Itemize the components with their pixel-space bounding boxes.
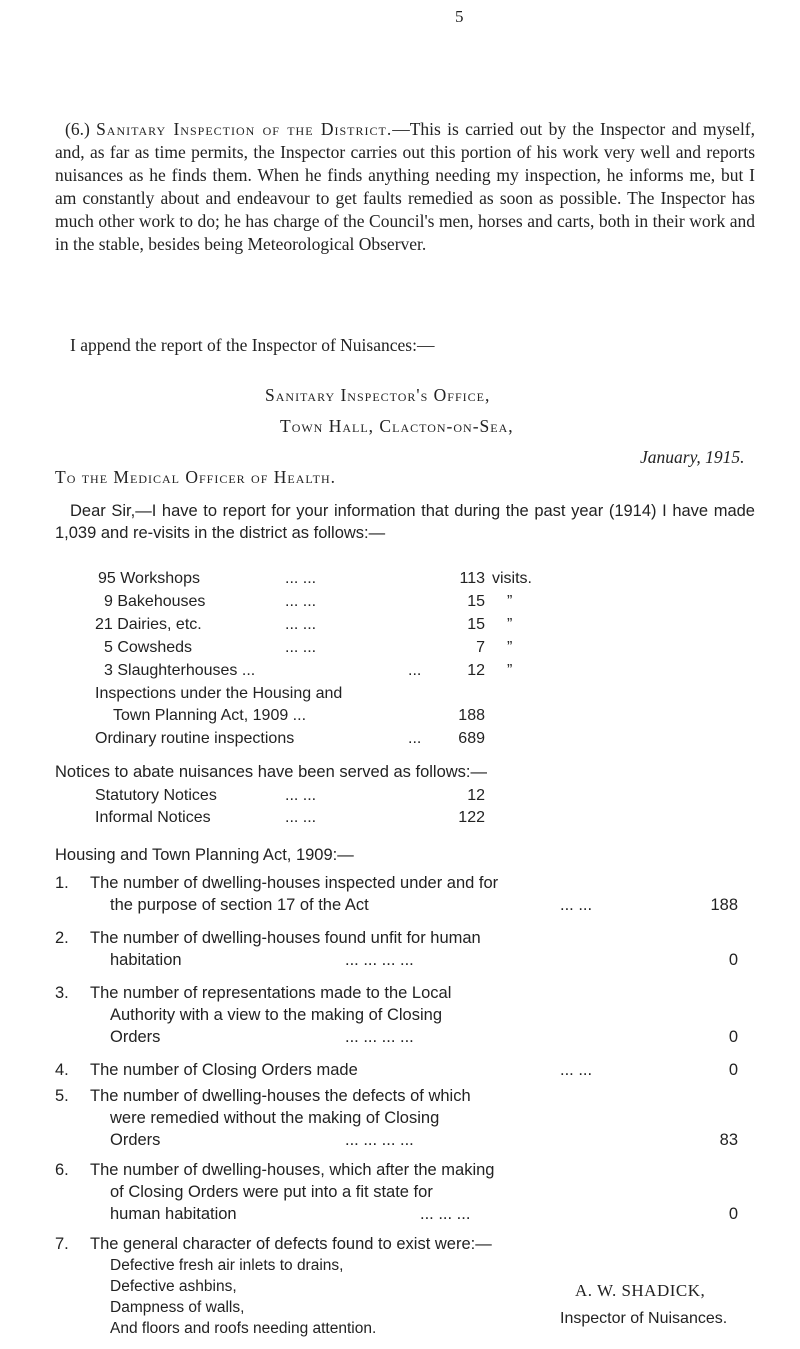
page-number: 5 [455, 7, 464, 26]
list-item-number: 2. [55, 929, 69, 947]
table-row-dots: ... ... [285, 593, 317, 610]
intro-paragraph: (6.) Sanitary Inspection of the District.—This is carried out by the Inspector and myself, and, as far as time permits, the Inspector carries out this portion of his work very well and reports nuisances as he finds them. When he finds anything needing my inspection, he informs me, but I am constantly about and endeavour to get faults remedied as soon as possible. The Inspector has much other work to do; he has charge of the Council's men, horses and carts, both in their work and in the stable, besides being Meteorological Observer. [55, 119, 756, 255]
list-item-line: the purpose of section 17 of the Act [110, 896, 369, 914]
table-cell-value: 12 [467, 662, 485, 679]
table-cell-unit: ” [507, 662, 513, 679]
list-item-line: The number of representations made to the Local [90, 984, 452, 1002]
table-cell-value: 15 [467, 616, 485, 633]
append-line: I append the report of the Inspector of Nuisances:— [70, 335, 435, 355]
notice-value: 122 [458, 809, 485, 826]
letter-intro: Dear Sir,—I have to report for your information that during the past year (1914) I have made 1,039 and re-visits in the district as follows:— [55, 502, 755, 543]
table-row-dots: ... ... [285, 616, 317, 633]
list-item-line: The number of dwelling-houses inspected under and for [90, 874, 499, 892]
routine-label: Ordinary routine inspections [95, 730, 295, 747]
list-item-line: habitation [110, 951, 182, 969]
section-number: (6.) [65, 119, 90, 139]
housing-inspections-line-1: Inspections under the Housing and [95, 685, 343, 702]
list-item-number: 3. [55, 984, 69, 1002]
table-row: 95 Workshops [98, 570, 200, 587]
notice-label: Statutory Notices [95, 787, 217, 804]
list-item-value: 188 [710, 896, 738, 914]
defect-item: Defective ashbins, [110, 1278, 237, 1295]
routine-dots: ... [408, 730, 422, 747]
housing-heading: Housing and Town Planning Act, 1909:— [55, 846, 354, 864]
table-row-dots: ... ... [285, 639, 317, 656]
defect-item: Defective fresh air inlets to drains, [110, 1257, 344, 1274]
list-item-line: The number of dwelling-houses, which after the making [90, 1161, 495, 1179]
list-item-dots: ... ... ... ... [345, 1131, 414, 1149]
list-item-line: Authority with a view to the making of Closing [110, 1006, 442, 1024]
letter-date: January, 1915. [640, 447, 745, 467]
list-item-number: 5. [55, 1087, 69, 1105]
signature-title: Inspector of Nuisances. [560, 1310, 728, 1327]
list-item-number: 7. [55, 1235, 69, 1253]
table-row: 5 Cowsheds [104, 639, 193, 656]
list-item-value: 0 [728, 1205, 738, 1223]
list-item-line: The number of dwelling-houses found unfit for human [90, 929, 481, 947]
housing-inspections-line-2: Town Planning Act, 1909 ... [113, 707, 307, 724]
list-item-value: 0 [728, 951, 738, 969]
list-item-number: 1. [55, 874, 69, 892]
list-item-number: 6. [55, 1161, 69, 1179]
list-item-value: 83 [719, 1131, 738, 1149]
table-row-dots: ... [408, 662, 422, 679]
signature-name: A. W. SHADICK, [575, 1281, 706, 1300]
list-item-line: The number of Closing Orders made [90, 1061, 358, 1079]
defect-item: And floors and roofs needing attention. [110, 1320, 377, 1337]
routine-value: 689 [458, 730, 485, 747]
list-item-line: The number of dwelling-houses the defects of which [90, 1087, 471, 1105]
list-item-line: Orders [110, 1131, 161, 1149]
list-item-value: 0 [728, 1028, 738, 1046]
table-cell-unit: ” [507, 616, 513, 633]
table-cell-value: 113 [459, 570, 485, 587]
table-cell-value: 15 [467, 593, 485, 610]
list-item-number: 4. [55, 1061, 69, 1079]
notices-intro: Notices to abate nuisances have been served as follows:— [55, 763, 487, 781]
table-row-dots: ... ... [285, 570, 317, 587]
list-item-dots: ... ... [560, 896, 593, 914]
letter-addressee: To the Medical Officer of Health. [55, 467, 337, 487]
defect-item: Dampness of walls, [110, 1299, 245, 1316]
defects-intro: The general character of defects found to exist were:— [90, 1235, 492, 1253]
list-item-line: of Closing Orders were put into a fit state for [110, 1183, 433, 1201]
table-cell-unit: ” [507, 639, 513, 656]
table-cell-value: 7 [476, 639, 485, 656]
list-item-dots: ... ... ... ... [345, 951, 414, 969]
list-item-dots: ... ... ... [420, 1205, 471, 1223]
table-row: 21 Dairies, etc. [95, 616, 202, 633]
table-cell-unit: visits. [492, 570, 532, 587]
list-item-dots: ... ... ... ... [345, 1028, 414, 1046]
notice-label: Informal Notices [95, 809, 211, 826]
intro-text: This is carried out by the Inspector and myself, and, as far as time permits, the Inspector carries out this portion of his work very well and reports nuisances as he finds them. When he finds anything needing my inspection, he informs me, but I am constantly about and endeavour to get faults remedied as soon as possible. The Inspector has much other work to do; he has charge of the Council's men, horses and carts, both in their work and in the stable, besides being Meteorological Observer. [55, 119, 756, 255]
list-item-line: were remedied without the making of Closing [110, 1109, 440, 1127]
list-item-dots: ... ... [560, 1061, 593, 1079]
section-heading: Sanitary Inspection of the District. [96, 119, 393, 139]
list-item-value: 0 [728, 1061, 738, 1079]
notice-value: 12 [467, 787, 485, 804]
housing-inspections-value: 188 [458, 707, 485, 724]
office-line-2: Town Hall, Clacton-on-Sea, [280, 416, 514, 436]
notice-dots: ... ... [285, 787, 317, 804]
office-line-1: Sanitary Inspector's Office, [265, 385, 491, 405]
table-row: 9 Bakehouses [104, 593, 206, 610]
list-item-line: Orders [110, 1028, 161, 1046]
table-row: 3 Slaughterhouses ... [104, 662, 256, 679]
table-cell-unit: ” [507, 593, 513, 610]
list-item-line: human habitation [110, 1205, 237, 1223]
notice-dots: ... ... [285, 809, 317, 826]
